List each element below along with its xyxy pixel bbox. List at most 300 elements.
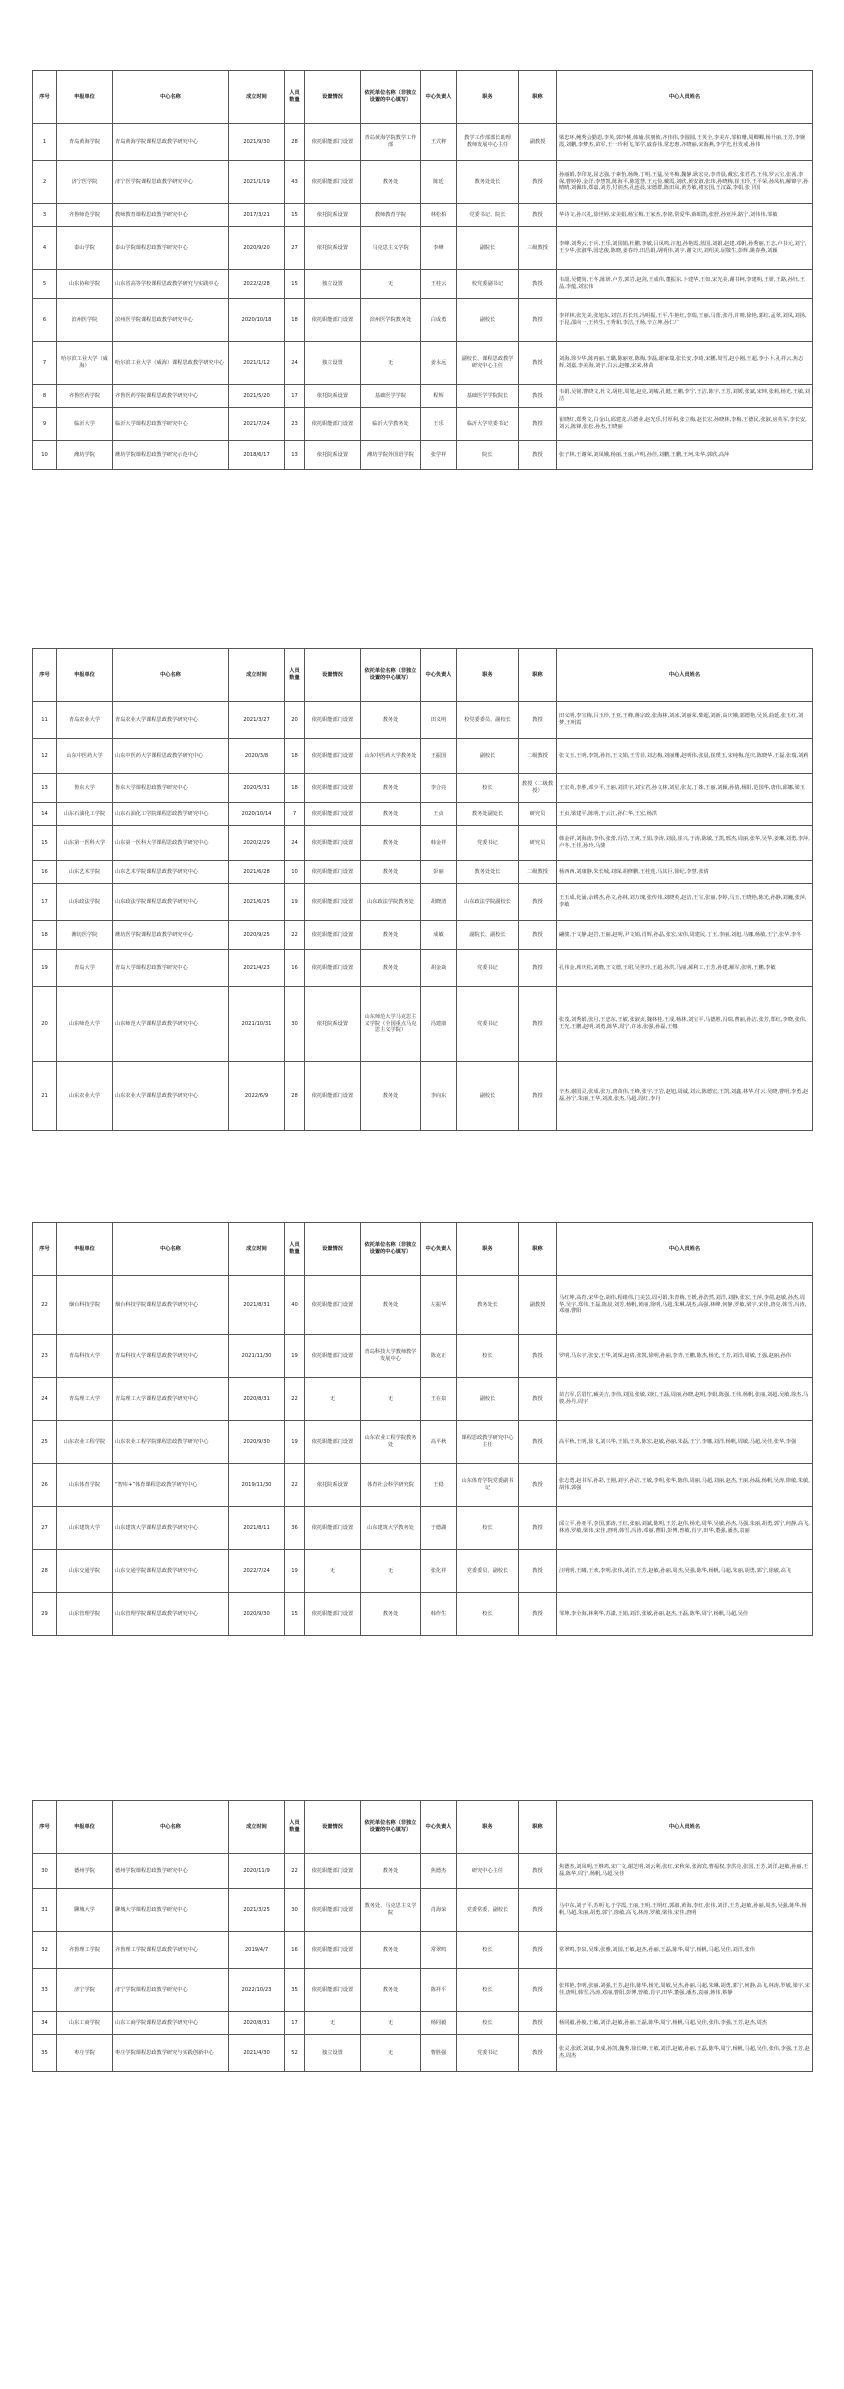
cell-center: 哈尔滨工业大学（威海）课程思政教学研究中心	[113, 342, 229, 385]
cell-count: 15	[285, 204, 305, 227]
cell-leader: 田义明	[421, 702, 457, 739]
cell-setup: 依托职能部门设置	[305, 774, 361, 803]
cell-title: 教授	[519, 987, 557, 1062]
column-header: 中心名称	[113, 649, 229, 702]
cell-host: 教务处、马克思主义学院	[361, 1889, 421, 1932]
cell-setup: 依托职能部门设置	[305, 1507, 361, 1550]
cell-date: 2020/5/31	[229, 774, 285, 803]
cell-date: 2021/6/28	[229, 861, 285, 884]
cell-unit: 德州学院	[57, 1854, 113, 1889]
table-row	[33, 1464, 813, 1507]
cell-names: 杨同毅,孙俊,王敏,刘洋,赵敏,孙丽,王磊,陈华,周宁,杨帆,马超,吴佳,张伟,李强,王芳,赵杰,周杰	[557, 2012, 813, 2035]
cell-setup: 依托职能部门设置	[305, 1854, 361, 1889]
cell-post: 教务处长	[457, 1276, 519, 1335]
cell-unit: 临沂大学	[57, 408, 113, 441]
cell-leader: 王贞	[421, 803, 457, 826]
cell-setup: 依托职能部门设置	[305, 921, 361, 950]
cell-names: 苗吉军,岳眉忙,臧美吉,李伟,刘国,张敏,刘红,王磊,周丽,孙晓,赵明,李娟,陈强,王伟,杨帆,张丽,刘超,吴敏,徐杰,马骏,孙丹,周宇	[557, 1378, 813, 1421]
cell-unit: 烟台科技学院	[57, 1276, 113, 1335]
column-header: 职务	[457, 1223, 519, 1276]
cell-center: 青岛大学课程思政教学研究中心	[113, 950, 229, 987]
cell-date: 2022/2/28	[229, 270, 285, 299]
cell-date: 2022/7/24	[229, 1550, 285, 1593]
cell-post: 校党委委员、副校长	[457, 702, 519, 739]
cell-post: 党委书记	[457, 826, 519, 861]
cell-names: 翩骏,于文静,赵岩,王丽,赵明,尹文娟,肖辉,孙晶,张宏,宋伟,周建民,丁玉,李丽,刘旭,马娜,杨敏,王宁,张华,李冬	[557, 921, 813, 950]
cell-leader: 曹胜强	[421, 2035, 457, 2072]
cell-title: 教授	[519, 161, 557, 204]
column-header: 中心人员姓名	[557, 71, 813, 124]
table-section-2	[32, 648, 812, 1131]
cell-title: 教授	[519, 1593, 557, 1636]
cell-count: 22	[285, 1854, 305, 1889]
cell-date: 2020/9/30	[229, 1593, 285, 1636]
column-header: 设置情况	[305, 1801, 361, 1854]
cell-no: 2	[33, 161, 57, 204]
cell-center: 山东农业大学课程思政教学研究中心	[113, 1062, 229, 1131]
cell-count: 18	[285, 774, 305, 803]
cell-post: 课程思政教学研究中心主任	[457, 1421, 519, 1464]
cell-date: 2019/4/7	[229, 1932, 285, 1969]
cell-no: 15	[33, 826, 57, 861]
column-header: 依托单位名称（非独立设置的中心填写）	[361, 649, 421, 702]
cell-post: 副校长	[457, 1378, 519, 1421]
cell-title: 二级教授	[519, 861, 557, 884]
cell-names: 李祥林,张先美,张旭东,刘岩,苏长珏,冯明振,王平,牛艳红,李瑞,王丽,马蕾,张丹,许晴,徐艳,郭红,孟翠,刘凤,刘扬,于昆,邵向一,王传生,王秀和,李洁,王杨,辛立坤,孙仁广	[557, 299, 813, 342]
cell-leader: 姜永远	[421, 342, 457, 385]
cell-post: 教务处处长	[457, 161, 519, 204]
cell-center: “智库+”体育课程思政教学研究中心	[113, 1464, 229, 1507]
cell-center: 潍坊医学院课程思政教学研究中心	[113, 921, 229, 950]
cell-setup: 依托职能部门设置	[305, 124, 361, 161]
cell-host: 教务处	[361, 774, 421, 803]
cell-names: 韩金祥,刘海涛,李伟,张蕾,冯岩,王爽,王娟,李涛,刘晨,崔兴,于涛,陈敏,王凯,邢杰,周丽,张华,吴华,姜琳,刘勇,李萍,卢冬,王佳,孙玲,马骏	[557, 826, 813, 861]
table-row	[33, 1507, 813, 1550]
cell-date: 2021/4/30	[229, 2035, 285, 2072]
cell-setup: 依托职能部门设置	[305, 884, 361, 921]
cell-title: 研究员	[519, 826, 557, 861]
cell-host: 滨州医学院教务处	[361, 299, 421, 342]
cell-count: 36	[285, 1507, 305, 1550]
column-header: 成立时间	[229, 71, 285, 124]
column-header: 人员数量	[285, 71, 305, 124]
column-header: 职称	[519, 1223, 557, 1276]
column-header: 职务	[457, 1801, 519, 1854]
cell-title: 教授	[519, 299, 557, 342]
cell-leader: 常翠鸣	[421, 1932, 457, 1969]
table-row	[33, 1889, 813, 1932]
cell-count: 43	[285, 161, 305, 204]
cell-count: 22	[285, 1464, 305, 1507]
cell-date: 2020/9/25	[229, 921, 285, 950]
column-header: 人员数量	[285, 1223, 305, 1276]
cell-count: 19	[285, 1550, 305, 1593]
cell-leader: 王式秤	[421, 124, 457, 161]
cell-names: 张茂,刘秀娟,张月,王忠东,王敏,张淑贞,魏林桂,王成,杨林,刘宝平,马德胜,冯瑞,曹丽,孙洁,张芳,郑红,李晓,张伟,王光,王鹏,赵明,刘勇,陈华,周宁,许冰,张强,孙磊,王娜	[557, 987, 813, 1062]
cell-leader: 彭丽	[421, 861, 457, 884]
cell-names: 马中东,刘子平,苏明飞,于学霞,王丽,王明,王明红,郭淑,黄海,李红,张伟,刘洋,王芳,赵敏,孙丽,周杰,吴强,陈华,杨帆,马超,朱丽,胡勇,郭宁,徐敏,高飞,林涛,罗敏,梁伟,宋佳,唐明	[557, 1889, 813, 1932]
table-row	[33, 884, 813, 921]
cell-center: 山东管理学院课程思政教学研究中心	[113, 1593, 229, 1636]
cell-names: 张灵,张跃,刘斌,李成,孙凯,魏秀,徐长峰,王敏,刘洋,赵敏,孙丽,王磊,陈华,周宁,杨帆,马超,吴佳,张伟,李强,王芳,赵杰,周杰	[557, 2035, 813, 2072]
table-row	[33, 1276, 813, 1335]
cell-center: 山东省高等学校课程思政教学研究与实践中心	[113, 270, 229, 299]
cell-leader: 王振国	[421, 739, 457, 774]
table-row	[33, 987, 813, 1062]
cell-names: 华诗文,孙兴礼,徐世婷,宋美娟,杨宝梅,王家杰,李铭,常爱华,薛昭凯,张舒,孙亚萍,路宁,刘伟伟,邹敏	[557, 204, 813, 227]
column-header: 中心负责人	[421, 649, 457, 702]
cell-setup: 无	[305, 2012, 361, 2035]
cell-count: 16	[285, 950, 305, 987]
column-header: 人员数量	[285, 1801, 305, 1854]
cell-date: 2021/1/12	[229, 342, 285, 385]
cell-no: 14	[33, 803, 57, 826]
cell-leader: 白成勇	[421, 299, 457, 342]
cell-post: 校党委副书记	[457, 270, 519, 299]
cell-leader: 王在泉	[421, 1378, 457, 1421]
cell-names: 张子林,王谢荣,刘凤娥,杨丽,王丽,卢明,孙佳,刘鹏,王鹏,王珂,朱华,郭欣,高萍	[557, 441, 813, 470]
cell-title: 教授	[519, 204, 557, 227]
column-header: 申报单位	[57, 649, 113, 702]
column-header: 依托单位名称（非独立设置的中心填写）	[361, 1223, 421, 1276]
cell-unit: 济宁学院	[57, 1969, 113, 2012]
cell-host: 无	[361, 2035, 421, 2072]
cell-no: 35	[33, 2035, 57, 2072]
cell-post: 副院长、副校长	[457, 921, 519, 950]
cell-date: 2021/5/20	[229, 385, 285, 408]
cell-center: 德州学院课程思政教学研究中心	[113, 1854, 229, 1889]
cell-host: 教务处	[361, 1276, 421, 1335]
cell-count: 18	[285, 739, 305, 774]
column-header: 依托单位名称（非独立设置的中心填写）	[361, 71, 421, 124]
cell-no: 20	[33, 987, 57, 1062]
cell-title: 教授	[519, 385, 557, 408]
cell-leader: 杨同毅	[421, 2012, 457, 2035]
table-row	[33, 1378, 813, 1421]
cell-setup: 依托职能部门设置	[305, 161, 361, 204]
cell-title: 教授	[519, 2035, 557, 2072]
cell-no: 8	[33, 385, 57, 408]
cell-center: 青岛理工大学课程思政教学研究中心	[113, 1378, 229, 1421]
cell-title: 教授	[519, 441, 557, 470]
cell-names: 刘海,徐少华,陈再丽,王璐,陈丽亚,陈梅,李磊,谢家瑞,张长安,李琦,宋鹏,周雪,赵小刚,王超,李小卜,孔祥云,焦志辉,刘嘉,李美海,刘宇,白云,赵娜,宋来,林苗	[557, 342, 813, 385]
cell-setup: 依托职能部门设置	[305, 1421, 361, 1464]
cell-title: 三级教授	[519, 227, 557, 270]
table-row	[33, 1854, 813, 1889]
cell-names: 邱立平,孙亚平,李国,郭涛,王红,张丽,刘斌,陈明,王芳,赵伟,杨光,周华,吴敏,孙杰,马强,朱丽,胡勇,郭宁,何静,高飞,林涛,罗敏,梁伟,宋佳,唐明,韩雪,冯涛,邓丽,曹阳,彭博,曾敏,肖宇,田华,董强,潘杰,袁丽	[557, 1507, 813, 1550]
cell-unit: 鲁东大学	[57, 774, 113, 803]
table-row	[33, 921, 813, 950]
cell-title: 教授	[519, 1378, 557, 1421]
cell-setup: 依托职能部门设置	[305, 739, 361, 774]
cell-setup: 依托职能部门设置	[305, 1593, 361, 1636]
table-row	[33, 204, 813, 227]
cell-unit: 山东农业大学	[57, 1062, 113, 1131]
cell-post: 校长	[457, 1507, 519, 1550]
cell-host: 教务处	[361, 1969, 421, 2012]
cell-unit: 青岛科技大学	[57, 1335, 113, 1378]
cell-count: 27	[285, 227, 305, 270]
cell-setup: 依托职能部门设置	[305, 1889, 361, 1932]
cell-setup: 独立设置	[305, 270, 361, 299]
cell-no: 25	[33, 1421, 57, 1464]
cell-setup: 依托院系设置	[305, 204, 361, 227]
column-header: 申报单位	[57, 71, 113, 124]
cell-host: 临沂大学教务处	[361, 408, 421, 441]
cell-no: 16	[33, 861, 57, 884]
cell-count: 10	[285, 861, 305, 884]
cell-date: 2021/4/23	[229, 950, 285, 987]
column-header: 成立时间	[229, 1223, 285, 1276]
cell-count: 16	[285, 1932, 305, 1969]
cell-host: 教务处	[361, 1854, 421, 1889]
cell-date: 2020/8/31	[229, 2012, 285, 2035]
cell-count: 19	[285, 1335, 305, 1378]
cell-post: 党委书记	[457, 987, 519, 1062]
cell-post: 院长	[457, 441, 519, 470]
cell-title: 教授（二级教授）	[519, 774, 557, 803]
cell-host: 潍坊学院外国语学院	[361, 441, 421, 470]
cell-unit: 齐鲁师范学院	[57, 204, 113, 227]
cell-setup: 依托职能部门设置	[305, 826, 361, 861]
cell-post: 校长	[457, 1593, 519, 1636]
cell-center: 聊城大学课程思政教学研究中心	[113, 1889, 229, 1932]
cell-names: 马红坤,高育,宋华仓,胡伟,程绪伟,门美芸,周可娟,朱青梅,王媛,孙浩然,刘洋,刘静,张宏,王萍,李倩,赵敏,孙杰,周华,吴宇,郑伟,王磊,陈晨,刘芳,杨帆,黄丽,徐明,马超,朱琳,胡杰,高强,林峰,何静,罗敏,梁宇,宋佳,唐亮,韩雪,冯涛,邓丽,曹阳	[557, 1276, 813, 1335]
cell-center: 山东工商学院课程思政教学研究中心	[113, 2012, 229, 2035]
cell-date: 2020/8/31	[229, 1378, 285, 1421]
cell-center: 泰山学院课程思政教学研究中心	[113, 227, 229, 270]
cell-leader: 胡晓清	[421, 884, 457, 921]
cell-date: 2021/3/25	[229, 1889, 285, 1932]
cell-leader: 胡金焱	[421, 950, 457, 987]
cell-date: 2021/3/27	[229, 702, 285, 739]
table-row	[33, 385, 813, 408]
cell-center: 山东艺术学院课程思政教学研究中心	[113, 861, 229, 884]
cell-no: 32	[33, 1932, 57, 1969]
table-row	[33, 342, 813, 385]
cell-post: 教务处处长	[457, 861, 519, 884]
cell-no: 12	[33, 739, 57, 774]
column-header: 中心人员姓名	[557, 649, 813, 702]
cell-host: 无	[361, 270, 421, 299]
cell-leader: 王桂云	[421, 270, 457, 299]
cell-host: 山东师范大学马克思主义学院（全国重点马克思主义学院）	[361, 987, 421, 1062]
cell-center: 齐鲁医药学院课程思政教学研究中心	[113, 385, 229, 408]
cell-no: 26	[33, 1464, 57, 1507]
column-header: 申报单位	[57, 1801, 113, 1854]
cell-leader: 张学祥	[421, 441, 457, 470]
cell-post: 校长	[457, 2012, 519, 2035]
cell-host: 教务处	[361, 826, 421, 861]
cell-no: 9	[33, 408, 57, 441]
cell-unit: 枣庄学院	[57, 2035, 113, 2072]
cell-names: 张文玉,王明,李凯,孙钰,王文娟,王雪菲,刘志梅,刘丽珊,赵明伟,张晨,崔璞玉,宋纯梅,范庆,陈晓华,王磊,张瑞,刘莉	[557, 739, 813, 774]
cell-title: 教授	[519, 1421, 557, 1464]
column-header: 中心负责人	[421, 71, 457, 124]
cell-host: 教务处	[361, 1932, 421, 1969]
column-header: 职称	[519, 649, 557, 702]
cell-names: 韦韶,吴健尚,王冬,陈妍,卢芳,郭岩,赵剑,王成伟,董振东,卜建华,王如,宋光美,谢书柯,李建明,王妍,王路,孙钰,王晶,李蕴,刘宏伟	[557, 270, 813, 299]
cell-post: 研究中心主任	[457, 1854, 519, 1889]
cell-host: 基础医学学院	[361, 385, 421, 408]
column-header: 设置情况	[305, 649, 361, 702]
cell-unit: 济宁医学院	[57, 161, 113, 204]
cell-unit: 哈尔滨工业大学（威海）	[57, 342, 113, 385]
cell-count: 17	[285, 2012, 305, 2035]
cell-post: 党委书记	[457, 2035, 519, 2072]
cell-unit: 山东管理学院	[57, 1593, 113, 1636]
cell-title: 副教授	[519, 1276, 557, 1335]
cell-leader: 王稳	[421, 1464, 457, 1507]
cell-post: 临沂大学党委书记	[457, 408, 519, 441]
cell-unit: 聊城大学	[57, 1889, 113, 1932]
cell-names: 孔伟金,席庆松,刘晓,王文德,王珺,吴世玲,王超,孙洪,马丽,郝利工,王芳,孙建,解军,张明,王鹏,李敏	[557, 950, 813, 987]
cell-count: 24	[285, 342, 305, 385]
cell-count: 24	[285, 826, 305, 861]
cell-post: 基础医学学院院长	[457, 385, 519, 408]
cell-no: 23	[33, 1335, 57, 1378]
cell-host: 教务处	[361, 861, 421, 884]
cell-unit: 山东工商学院	[57, 2012, 113, 2035]
cell-count: 20	[285, 702, 305, 739]
cell-host: 体育社会科学研究院	[361, 1464, 421, 1507]
cell-unit: 山东建筑大学	[57, 1507, 113, 1550]
cell-no: 22	[33, 1276, 57, 1335]
cell-names: 王宏英,李胜,邓少平,王丽,刘洪宇,刘宝君,孙文林,刘星,张友,丁姝,王丽,刘颖,孙倩,杨阳,范国华,唐伟,邱娜,梁玉	[557, 774, 813, 803]
data-table	[32, 648, 813, 1131]
cell-names: 高平秋,王明,徐飞,刘兴华,王娟,王英,陈宏,赵敏,孙丽,朱磊,王宁,李娜,刘洋,杨帆,周敏,马超,吴佳,张华,李强	[557, 1421, 813, 1464]
cell-title: 教授	[519, 1062, 557, 1131]
table-row	[33, 2035, 813, 2072]
cell-setup: 独立设置	[305, 342, 361, 385]
cell-names: 韦娟,吴铭,曹晓文,杜文,胡桂,周旭,赵克,刘峻,孔健,王鹏,李宁,王洁,陈宇,王芳,刘媛,张斌,宋坤,张莉,杨光,王敏,刘洁	[557, 385, 813, 408]
cell-post: 党委常委、副校长	[457, 1889, 519, 1932]
column-header: 申报单位	[57, 1223, 113, 1276]
column-header: 设置情况	[305, 1223, 361, 1276]
cell-center: 山东农业工程学院课程思政教学研究中心	[113, 1421, 229, 1464]
cell-names: 张志勇,赵书军,孙彩,王刚,刘宇,孙洁,王敏,李明,张华,陈伟,周丽,马超,刘丽,赵杰,王丽,孙磊,杨帆,吴涛,徐敏,朱敏,胡伟,郭强	[557, 1464, 813, 1507]
cell-host: 无	[361, 342, 421, 385]
cell-no: 33	[33, 1969, 57, 2012]
cell-date: 2020/9/30	[229, 1421, 285, 1464]
cell-unit: 青岛理工大学	[57, 1378, 113, 1421]
header-row	[33, 649, 813, 702]
cell-setup: 依托职能部门设置	[305, 861, 361, 884]
cell-center: 临沂大学课程思政教学研究中心	[113, 408, 229, 441]
column-header: 成立时间	[229, 1801, 285, 1854]
table-row	[33, 702, 813, 739]
cell-no: 17	[33, 884, 57, 921]
table-row	[33, 1421, 813, 1464]
cell-count: 7	[285, 803, 305, 826]
cell-host: 山东政法学院教务处	[361, 884, 421, 921]
cell-title: 教授	[519, 950, 557, 987]
column-header: 序号	[33, 1223, 57, 1276]
cell-leader: 李合亮	[421, 774, 457, 803]
cell-title: 教授	[519, 1969, 557, 2012]
cell-title: 教授	[519, 2012, 557, 2035]
cell-host: 教师教育学院	[361, 204, 421, 227]
cell-setup: 无	[305, 1378, 361, 1421]
cell-center: 教师教育课程思政教学研究中心	[113, 204, 229, 227]
cell-setup: 依托职能部门设置	[305, 1969, 361, 2012]
cell-center: 山东政法学院课程思政教学研究中心	[113, 884, 229, 921]
cell-no: 3	[33, 204, 57, 227]
cell-names: 汪明明,王曦,王欢,李明,张伟,刘洋,王芳,赵敏,孙丽,周杰,吴强,陈华,杨帆,马超,朱丽,胡勇,郭宁,徐敏,高飞	[557, 1550, 813, 1593]
cell-date: 2020/3/8	[229, 739, 285, 774]
cell-title: 教授	[519, 1932, 557, 1969]
column-header: 依托单位名称（非独立设置的中心填写）	[361, 1801, 421, 1854]
cell-setup: 依托职能部门设置	[305, 408, 361, 441]
cell-count: 35	[285, 1969, 305, 2012]
column-header: 中心负责人	[421, 1223, 457, 1276]
cell-leader: 焦德杰	[421, 1854, 457, 1889]
table-section-3	[32, 1222, 812, 1636]
cell-title: 副教授	[519, 124, 557, 161]
column-header: 中心名称	[113, 1801, 229, 1854]
cell-leader: 冯建康	[421, 987, 457, 1062]
cell-count: 15	[285, 1593, 305, 1636]
cell-setup: 无	[305, 1550, 361, 1593]
cell-center: 潍坊学院课程思政教学研究示范中心	[113, 441, 229, 470]
table-row	[33, 861, 813, 884]
table-row	[33, 1969, 813, 2012]
table-row	[33, 950, 813, 987]
cell-post: 党委书记	[457, 950, 519, 987]
cell-unit: 潍坊医学院	[57, 921, 113, 950]
cell-host: 青岛黄海学院教学工作部	[361, 124, 421, 161]
cell-leader: 高平秋	[421, 1421, 457, 1464]
cell-no: 31	[33, 1889, 57, 1932]
cell-leader: 程辉	[421, 385, 457, 408]
cell-count: 40	[285, 1276, 305, 1335]
cell-names: 梁忠环,鲍秀会勤恩,李英,郭玲桃,韩瑜,侯朋攸,齐伟伟,李圆圆,王英全,李美卉,邹柏珊,周卿卿,杨升丽,王芳,李婉霞,刘鹏,李梦杰,苗军,王一玲利飞,邹学,戚春伟,常忠惠,齐晓丽,宋海燕,李学光,杜发戒,孙伟	[557, 124, 813, 161]
cell-no: 24	[33, 1378, 57, 1421]
cell-date: 2021/6/25	[229, 884, 285, 921]
cell-unit: 山东体育学院	[57, 1464, 113, 1507]
cell-host: 教务处	[361, 1593, 421, 1636]
cell-leader: 陈祥平	[421, 1969, 457, 2012]
cell-count: 28	[285, 124, 305, 161]
cell-date: 2020/10/18	[229, 299, 285, 342]
cell-unit: 山东第一医科大学	[57, 826, 113, 861]
cell-center: 鲁东大学课程思政教学研究中心	[113, 774, 229, 803]
table-row	[33, 227, 813, 270]
cell-post: 党委委员、副校长	[457, 1550, 519, 1593]
cell-host: 山东中医药大学教务处	[361, 739, 421, 774]
cell-no: 29	[33, 1593, 57, 1636]
cell-leader: 陈克正	[421, 1335, 457, 1378]
cell-center: 枣庄学院课程思政教学研究与实践创新中心	[113, 2035, 229, 2072]
cell-center: 山东石油化工学院课程思政教学研究中心	[113, 803, 229, 826]
cell-unit: 山东师范大学	[57, 987, 113, 1062]
cell-setup: 独立设置	[305, 2035, 361, 2072]
cell-host: 无	[361, 1378, 421, 1421]
cell-date: 2020/2/29	[229, 826, 285, 861]
cell-no: 34	[33, 2012, 57, 2035]
cell-no: 5	[33, 270, 57, 299]
cell-leader: 张化祥	[421, 1550, 457, 1593]
cell-count: 19	[285, 884, 305, 921]
cell-title: 教授	[519, 1507, 557, 1550]
cell-title: 教授	[519, 342, 557, 385]
cell-leader: 成敏	[421, 921, 457, 950]
cell-date: 2022/6/9	[229, 1062, 285, 1131]
table-row	[33, 408, 813, 441]
cell-date: 2021/9/30	[229, 124, 285, 161]
cell-post: 教学工作部部长助理 教师发展中心主任	[457, 124, 519, 161]
cell-post: 山东政法学院副校长	[457, 884, 519, 921]
